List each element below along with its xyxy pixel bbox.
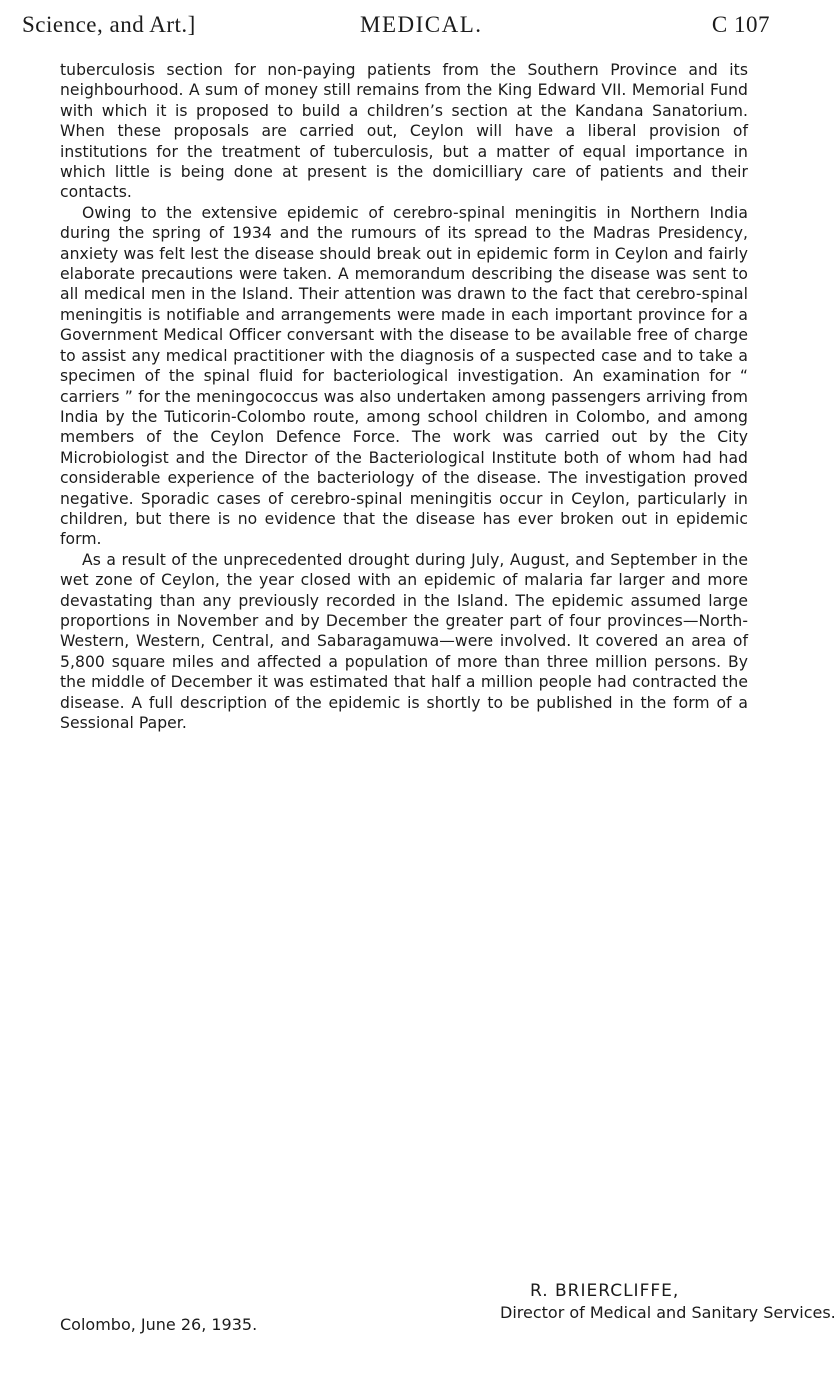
header-title: MEDICAL. bbox=[360, 12, 483, 37]
paragraph-malaria: As a result of the unprecedented drought during July, August, and September in the wet zone of Ceylon, the year closed with an epidemic of malaria far larger and more devastating than any previously recorded in the Island. The epidemic assumed large proportions in November and by December the greater part of four provinces—North-Western, Western, Central, and Sabaragamuwa—were involved. It covered an area of 5,800 square miles and affected a population of more than three million persons. By the middle of December it was estimated that half a million people had contracted the disease. A full description of the epidemic is shortly to be published in the form of a Sessional Paper. bbox=[60, 550, 748, 732]
paragraph-meningitis: Owing to the extensive epidemic of cerebro-spinal meningitis in Northern India during the spring of 1934 and the rumours of its spread to the Madras Presidency, anxiety was felt lest the disease should break out in epidemic form in Ceylon and fairly elaborate precautions were taken. A memorandum describing the disease was sent to all medical men in the Island. Their attention was drawn to the fact that cerebro-spinal meningitis is notifiable and arrangements were made in each important province for a Government Medical Officer conversant with the disease to be available free of charge to assist any medical practitioner with the diagnosis of a suspected case and to take a specimen of the spinal fluid for bacteriological investigation. An examination for “ carriers ” for the meningococcus was also undertaken among passengers arriving from India by the Tuticorin-Colombo route, among school children in Colombo, and among members of the Ceylon Defence Force. The work was carried out by the City Microbiologist and the Director of the Bacteriological Institute both of whom had had considerable experience of the bacteriology of the disease. The investigation proved negative. Sporadic cases of cerebro-spinal meningitis occur in Ceylon, particularly in children, but there is no evidence that the disease has ever broken out in epidemic form. bbox=[60, 203, 748, 549]
header-section: Science, and Art.] bbox=[22, 12, 196, 37]
place-and-date: Colombo, June 26, 1935. bbox=[60, 1315, 258, 1334]
body-text bbox=[60, 60, 748, 733]
paragraph-tuberculosis: tuberculosis section for non-paying patients from the Southern Province and its neighbourhood. A sum of money still remains from the King Edward VII. Memorial Fund with which it is proposed to build a children’s section at the Kandana Sanatorium. When these proposals are carried out, Ceylon will have a liberal provision of institutions for the treatment of tuberculosis, but a matter of equal importance in which little is being done at present is the domicilliary care of patients and their contacts. bbox=[60, 61, 748, 202]
signature-block bbox=[60, 1281, 836, 1351]
signatory-title: Director of Medical and Sanitary Services. bbox=[500, 1303, 836, 1322]
page-header bbox=[22, 6, 770, 46]
page-number: C 107 bbox=[711, 12, 770, 37]
signatory-name: R. BRIERCLIFFE, bbox=[530, 1281, 680, 1301]
